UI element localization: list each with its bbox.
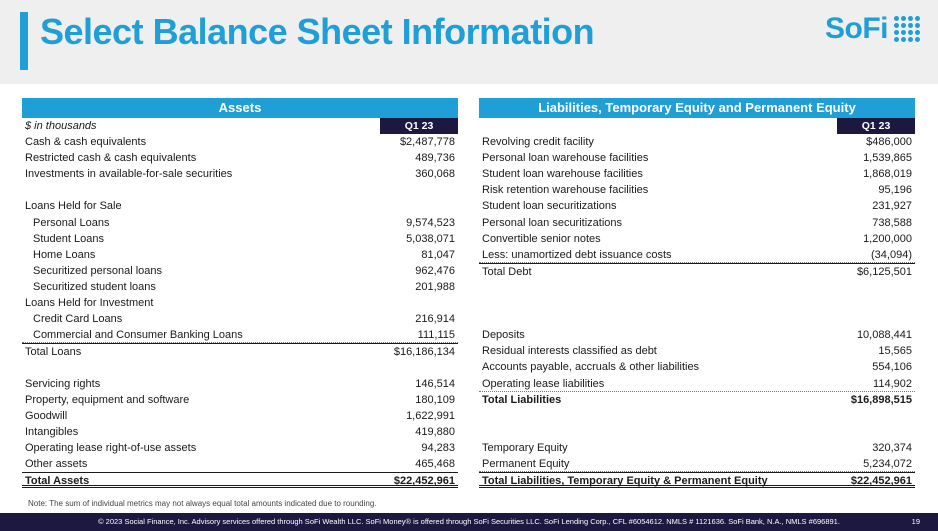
table-row [479,408,915,424]
table-row [479,311,915,327]
table-row [479,376,915,392]
page-title: Select Balance Sheet Information [40,11,595,52]
row-label: Intangibles [25,425,79,438]
table-row [22,311,458,327]
table-row [479,440,915,456]
row-value: 962,476 [415,264,455,277]
row-label: Total Liabilities, Temporary Equity & Permanent Equity [482,475,768,488]
liabilities-table [479,98,915,488]
table-row [22,424,458,440]
row-value: 15,565 [878,345,912,358]
table-row [22,231,458,247]
row-label: Investments in available-for-sale securities [25,168,233,181]
table-row [479,279,915,295]
table-row [479,215,915,231]
row-value: 419,880 [415,425,455,438]
slide-header [0,0,938,84]
units-row [22,118,458,134]
row-value: 231,927 [872,200,912,213]
assets-table [22,98,458,488]
row-value: 180,109 [415,393,455,406]
row-label: Total Loans [25,346,82,359]
table-row [479,166,915,182]
table-row [479,327,915,343]
row-value: 5,038,071 [406,232,455,245]
row-value: 489,736 [415,152,455,165]
table-row [479,182,915,198]
table-row [479,263,915,279]
row-value: 81,047 [421,248,455,261]
units-label: $ in thousands [25,120,97,132]
row-label: Revolving credit facility [482,136,594,149]
row-label: Securitized personal loans [33,264,163,277]
table-row [479,472,915,488]
row-label: Accounts payable, accruals & other liabilities [482,361,700,374]
period-row [479,118,915,134]
sofi-logo [825,12,920,46]
table-row [22,408,458,424]
table-row [479,150,915,166]
row-label: Less: unamortized debt issuance costs [482,248,672,261]
row-label: Other assets [25,457,88,470]
row-value: 9,574,523 [406,216,455,229]
table-row [479,247,915,263]
rounding-note: Note: The sum of individual metrics may not always equal total amounts indicated due to rounding. [28,499,377,508]
row-value: 1,622,991 [406,409,455,422]
table-row [22,263,458,279]
row-label: Personal Loans [33,216,110,229]
row-value: 95,196 [878,184,912,197]
row-label: Risk retention warehouse facilities [482,184,649,197]
table-row [22,279,458,295]
row-value: 5,234,072 [863,457,912,470]
row-value: $6,125,501 [856,265,912,278]
logo-text: SoFi [825,12,888,45]
row-label: Goodwill [25,409,68,422]
liabilities-period-header: Q1 23 [837,118,915,134]
row-label: Cash & cash equivalents [25,136,147,149]
row-value: $22,452,961 [393,475,455,488]
row-label: Servicing rights [25,377,101,390]
row-label: Restricted cash & cash equivalents [25,152,197,165]
row-value: 360,068 [415,168,455,181]
table-row [479,343,915,359]
row-label: Student loan securitizations [482,200,617,213]
row-label: Loans Held for Sale [25,200,122,213]
table-row [479,231,915,247]
row-label: Personal loan securitizations [482,216,623,229]
footer-disclaimer: © 2023 Social Finance, Inc. Advisory services offered through SoFi Wealth LLC. SoFi Money® is offered through SoFi Securities LLC. SoFi Lending Corp., CFL #6054612. NMLS # 1121636. SoFi Bank, N.A., NMLS #696891. [98,517,840,526]
assets-rows [22,134,458,488]
table-row [479,456,915,472]
row-value: 1,868,019 [863,168,912,181]
row-label: Property, equipment and software [25,393,190,406]
table-row [22,182,458,198]
table-row [22,166,458,182]
row-value: $2,487,778 [399,136,455,149]
table-row [22,134,458,150]
table-row [22,327,458,343]
table-row [22,150,458,166]
table-row [22,295,458,311]
table-row [22,440,458,456]
row-label: Loans Held for Investment [25,297,154,310]
row-label: Home Loans [33,248,96,261]
row-label: Total Liabilities [482,393,562,406]
table-row [22,392,458,408]
row-value: 465,468 [415,457,455,470]
row-label: Student Loans [33,232,104,245]
assets-table-header: Assets [22,98,458,118]
sofi-dots-icon [894,16,920,42]
table-row [22,215,458,231]
table-row [22,198,458,214]
row-label: Residual interests classified as debt [482,345,657,358]
row-value: (34,094) [871,248,912,261]
row-label: Personal loan warehouse facilities [482,152,649,165]
row-label: Securitized student loans [33,280,156,293]
row-label: Deposits [482,329,525,342]
row-value: 738,588 [872,216,912,229]
row-label: Operating lease liabilities [482,377,605,390]
row-value: 216,914 [415,313,455,326]
row-value: 1,539,865 [863,152,912,165]
table-row [479,392,915,408]
page-number: 19 [911,517,920,526]
row-label: Permanent Equity [482,457,570,470]
table-row [22,359,458,375]
row-value: 201,988 [415,280,455,293]
table-row [479,134,915,150]
row-value: 94,283 [421,441,455,454]
row-label: Convertible senior notes [482,232,601,245]
table-row [22,247,458,263]
row-label: Total Assets [25,475,90,488]
row-label: Commercial and Consumer Banking Loans [33,329,243,342]
row-value: 1,200,000 [863,232,912,245]
table-row [479,359,915,375]
footer-bar [0,513,938,531]
row-label: Total Debt [482,265,532,278]
liabilities-table-header: Liabilities, Temporary Equity and Permanent Equity [479,98,915,118]
table-row [479,295,915,311]
row-value: $16,186,134 [393,346,455,359]
assets-period-header: Q1 23 [380,118,458,134]
row-value: $22,452,961 [850,475,912,488]
row-value: $486,000 [866,136,912,149]
row-value: 114,902 [873,377,912,390]
row-label: Student loan warehouse facilities [482,168,643,181]
row-value: 320,374 [872,441,912,454]
row-label: Temporary Equity [482,441,568,454]
table-row [479,198,915,214]
table-row [22,456,458,472]
table-row [22,376,458,392]
row-value: 111,115 [417,329,455,342]
table-row [22,472,458,488]
row-value: 146,514 [415,377,455,390]
row-label: Credit Card Loans [33,313,123,326]
table-row [22,343,458,359]
row-value: $16,898,515 [850,393,912,406]
title-accent-bar [20,12,28,70]
row-label: Operating lease right-of-use assets [25,441,197,454]
row-value: 554,106 [872,361,912,374]
liabilities-rows [479,134,915,488]
row-value: 10,088,441 [856,329,912,342]
table-row [479,424,915,440]
